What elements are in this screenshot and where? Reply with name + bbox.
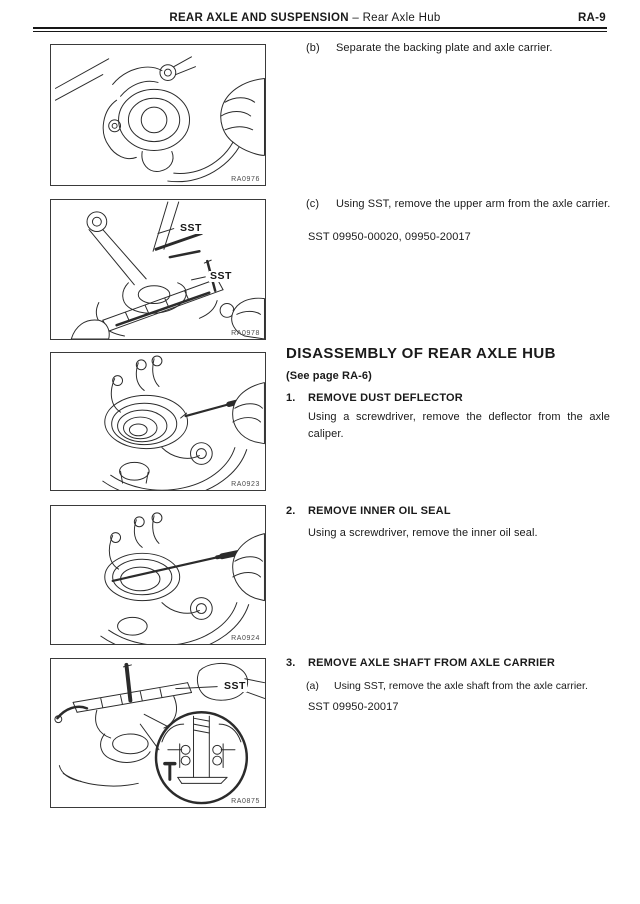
header-rule — [33, 27, 607, 32]
figure-code: RA0924 — [231, 635, 260, 642]
step-c-text: Using SST, remove the upper arm from the axle carrier. — [336, 198, 611, 210]
step-2-body: Using a screwdriver, remove the inner oil seal. — [308, 527, 538, 539]
step-2-number: 2. — [286, 505, 296, 517]
step-3-number: 3. — [286, 657, 296, 669]
header-subsection-name: – Rear Axle Hub — [352, 12, 441, 24]
figure-dust-deflector-removal — [50, 352, 266, 491]
backing-plate-separation-illustration — [51, 45, 265, 185]
step-3-title: REMOVE AXLE SHAFT FROM AXLE CARRIER — [308, 657, 555, 669]
page-header-title — [0, 12, 610, 24]
figure-inner-oil-seal-removal — [50, 505, 266, 645]
step-b — [306, 40, 612, 57]
sst-callout-label: SST — [180, 222, 202, 234]
figure-code: RA0978 — [231, 330, 260, 337]
step-b-marker: (b) — [306, 42, 320, 54]
sst-callout-label: SST — [224, 680, 246, 692]
figure-sst-upper-arm-removal — [50, 199, 266, 340]
step-2-heading — [286, 503, 612, 520]
step-3a — [306, 678, 618, 695]
step-c-marker: (c) — [306, 198, 320, 210]
inner-oil-seal-removal-illustration — [51, 506, 265, 644]
sst-upper-arm-removal-illustration — [51, 200, 265, 339]
step-3a-text: Using SST, remove the axle shaft from the axle carrier. — [334, 680, 588, 692]
figure-code: RA0875 — [231, 798, 260, 805]
section-page-reference: (See page RA-6) — [286, 370, 372, 382]
sst-callout-label: SST — [210, 270, 232, 282]
page-number: RA-9 — [577, 12, 606, 24]
step-1-heading — [286, 390, 612, 407]
step-c-sst: SST 09950-00020, 09950-20017 — [308, 231, 471, 243]
step-1-number: 1. — [286, 392, 296, 404]
figure-backing-plate-separation — [50, 44, 266, 186]
step-3a-marker: (a) — [306, 680, 319, 692]
section-title: DISASSEMBLY OF REAR AXLE HUB — [286, 345, 556, 362]
step-1-title: REMOVE DUST DEFLECTOR — [308, 392, 463, 404]
step-c — [306, 196, 612, 213]
dust-deflector-removal-illustration — [51, 353, 265, 490]
header-section-name: REAR AXLE AND SUSPENSION — [169, 12, 349, 24]
step-3-heading — [286, 655, 612, 672]
step-3-sst: SST 09950-20017 — [308, 701, 399, 713]
step-b-text: Separate the backing plate and axle carrier. — [336, 42, 553, 54]
figure-code: RA0923 — [231, 481, 260, 488]
figure-code: RA0976 — [231, 176, 260, 183]
figure-axle-shaft-removal — [50, 658, 266, 808]
step-2-title: REMOVE INNER OIL SEAL — [308, 505, 451, 517]
step-1-body: Using a screwdriver, remove the deflector from the axle caliper. — [308, 411, 610, 440]
